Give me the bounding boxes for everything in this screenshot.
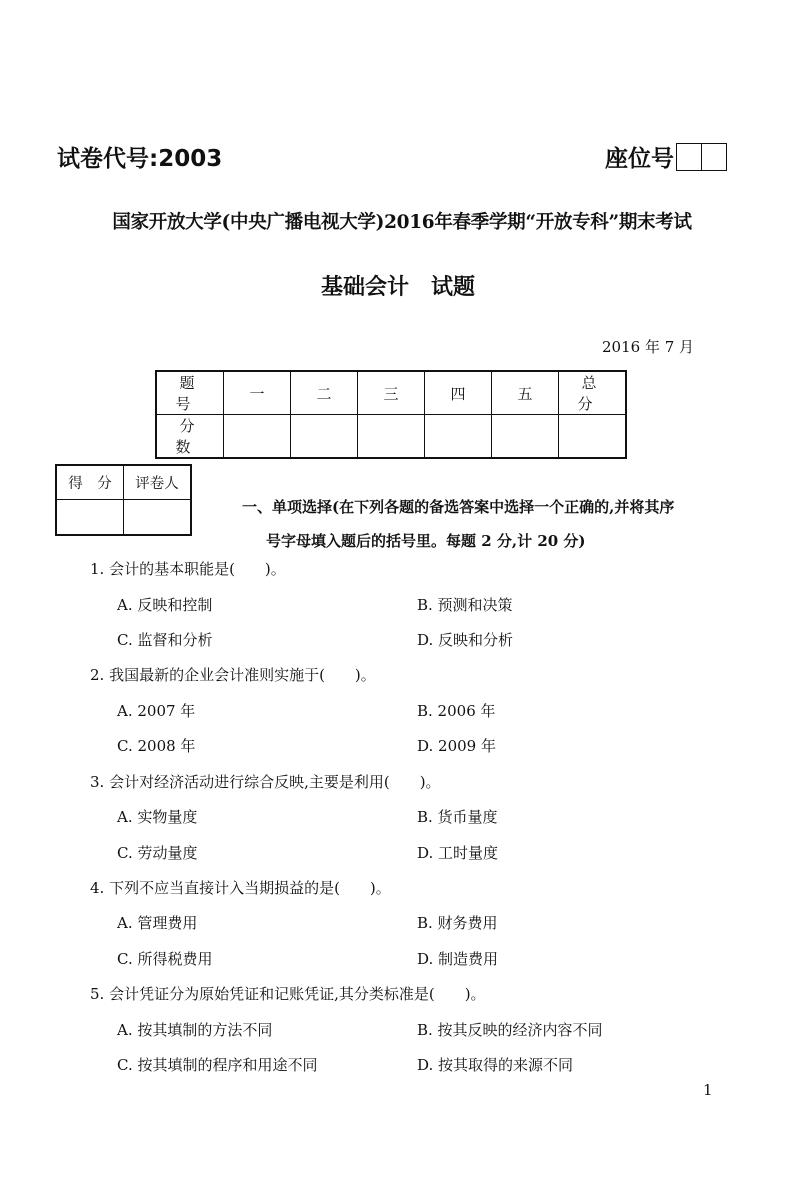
question-3-option-b: B. 货币量度 [417,808,498,826]
question-2-stem: 2. 我国最新的企业会计准则实施于( )。 [90,666,376,684]
question-4-stem: 4. 下列不应当直接计入当期损益的是( )。 [90,879,391,897]
paper-code: 试卷代号:2003 [57,146,223,172]
question-4-option-c: C. 所得税费用 [117,950,213,968]
score-table-header: 题 号 [156,371,224,415]
question-2-option-a: A. 2007 年 [117,702,196,720]
question-5-option-b: B. 按其反映的经济内容不同 [417,1021,603,1039]
section-title [242,490,742,558]
score-cell [291,415,358,459]
question-5-option-d: D. 按其取得的来源不同 [417,1056,574,1074]
section-title-line1: 一、单项选择(在下列各题的备选答案中选择一个正确的,并将其序 [242,498,675,516]
score-cell [492,415,559,459]
question-2-option-d: D. 2009 年 [417,737,496,755]
grader-score-cell [56,500,124,536]
question-1-stem: 1. 会计的基本职能是( )。 [90,560,286,578]
score-table-col: 一 [224,371,291,415]
section-title-line2: 号字母填入题后的括号里。每题 2 分,计 20 分) [266,532,586,550]
score-table-col: 三 [358,371,425,415]
question-4-option-b: B. 财务费用 [417,914,498,932]
question-3-option-a: A. 实物量度 [117,808,198,826]
question-1-option-a: A. 反映和控制 [117,596,213,614]
exam-title: 国家开放大学(中央广播电视大学)2016年春季学期“开放专科”期末考试 [112,212,692,233]
question-1-option-b: B. 预测和决策 [417,596,513,614]
question-5-stem: 5. 会计凭证分为原始凭证和记账凭证,其分类标准是( )。 [90,985,486,1003]
grader-score-label: 得 分 [56,465,124,500]
question-1-option-d: D. 反映和分析 [417,631,514,649]
question-4-option-d: D. 制造费用 [417,950,499,968]
question-4-option-a: A. 管理费用 [117,914,198,932]
question-3-stem: 3. 会计对经济活动进行综合反映,主要是利用( )。 [90,773,441,791]
question-5-option-c: C. 按其填制的程序和用途不同 [117,1056,318,1074]
score-table-row-label: 分 数 [156,415,224,459]
seat-label: 座位号 [605,146,674,172]
grader-name-cell [124,500,192,536]
score-table-col: 五 [492,371,559,415]
score-cell [425,415,492,459]
seat-number [605,140,727,173]
seat-boxes [676,143,727,171]
exam-date: 2016 年 7 月 [602,338,695,356]
page-number: 1 [703,1081,713,1099]
score-table [155,370,640,459]
score-cell [559,415,627,459]
score-cell [358,415,425,459]
score-table-col: 四 [425,371,492,415]
score-table-total: 总 分 [559,371,627,415]
question-2-option-c: C. 2008 年 [117,737,196,755]
question-2-option-b: B. 2006 年 [417,702,496,720]
question-1-option-c: C. 监督和分析 [117,631,213,649]
score-table-col: 二 [291,371,358,415]
subject-title: 基础会计 试题 [320,275,475,300]
question-3-option-c: C. 劳动量度 [117,844,198,862]
grader-name-label: 评卷人 [124,465,192,500]
question-5-option-a: A. 按其填制的方法不同 [117,1021,273,1039]
question-3-option-d: D. 工时量度 [417,844,499,862]
grader-table [55,464,192,536]
